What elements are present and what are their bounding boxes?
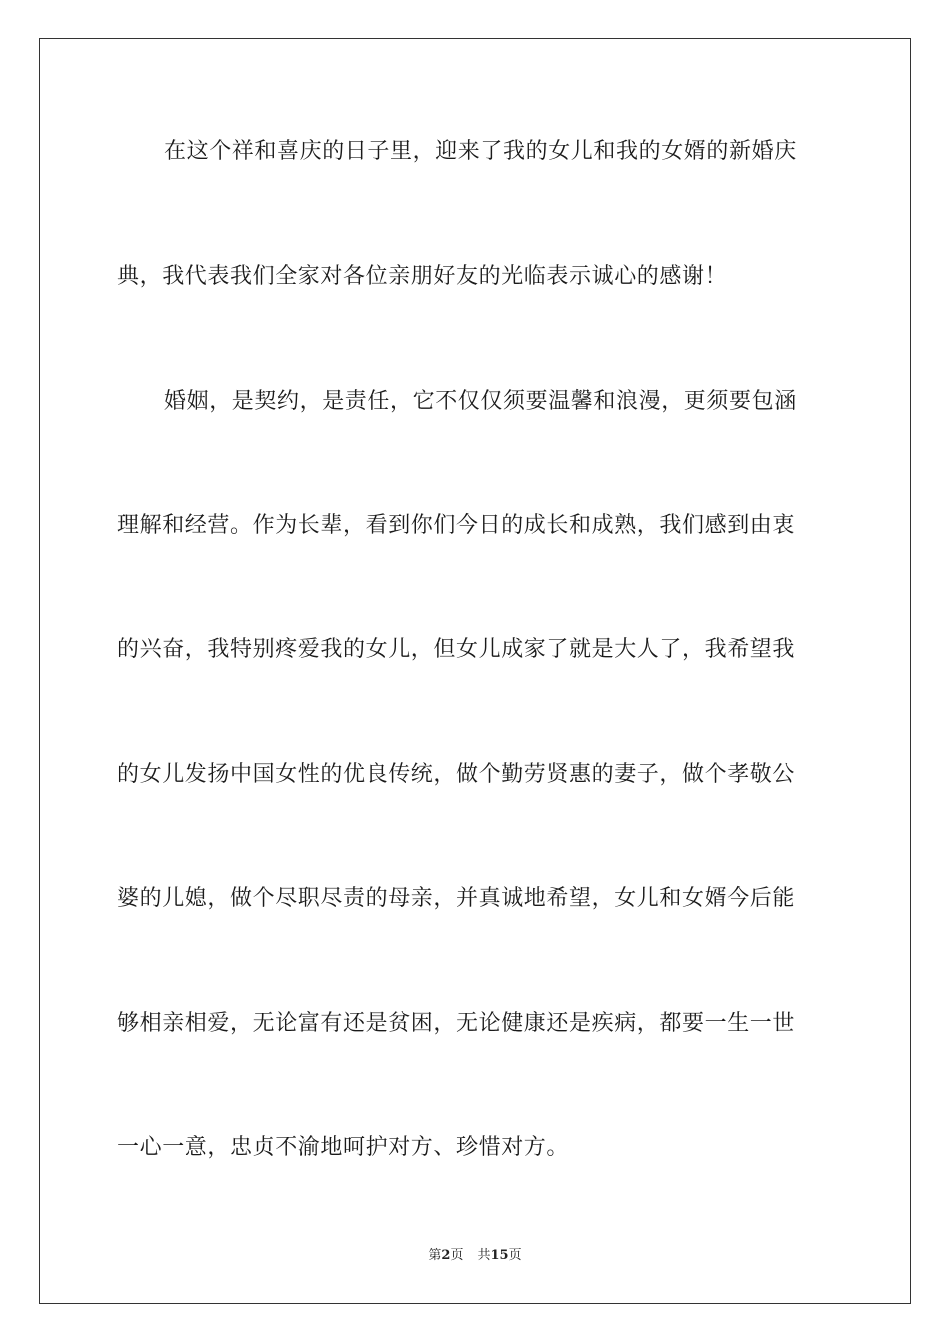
page-suffix: 页 <box>450 1248 464 1263</box>
page-footer <box>0 1247 950 1265</box>
page-number-label <box>428 1248 463 1263</box>
total-pages-label <box>477 1248 521 1263</box>
total-pages: 15 <box>490 1248 509 1263</box>
paragraph-1-line-1: 在这个祥和喜庆的日子里，迎来了我的女儿和我的女婿的新婚庆 <box>164 139 797 164</box>
paragraph-2-line-1: 婚姻，是契约，是责任，它不仅仅须要温馨和浪漫，更须要包涵 <box>164 389 797 414</box>
page-border <box>39 38 911 1304</box>
paragraph-2-line-4: 的女儿发扬中国女性的优良传统，做个勤劳贤惠的妻子，做个孝敬公 <box>117 762 796 787</box>
total-suffix: 页 <box>508 1248 522 1263</box>
paragraph-2-line-5: 婆的儿媳，做个尽职尽责的母亲，并真诚地希望，女儿和女婿今后能 <box>117 886 796 911</box>
total-prefix: 共 <box>477 1248 491 1263</box>
page-number: 2 <box>441 1248 451 1263</box>
page-prefix: 第 <box>428 1248 442 1263</box>
paragraph-1-line-2: 典，我代表我们全家对各位亲朋好友的光临表示诚心的感谢！ <box>117 264 728 289</box>
paragraph-2-line-2: 理解和经营。作为长辈，看到你们今日的成长和成熟，我们感到由衷 <box>117 513 796 538</box>
paragraph-2-line-6: 够相亲相爱，无论富有还是贫困，无论健康还是疾病，都要一生一世 <box>117 1011 796 1036</box>
paragraph-2-line-3: 的兴奋，我特别疼爱我的女儿，但女儿成家了就是大人了，我希望我 <box>117 637 796 662</box>
paragraph-2-line-7: 一心一意，忠贞不渝地呵护对方、珍惜对方。 <box>117 1135 570 1160</box>
